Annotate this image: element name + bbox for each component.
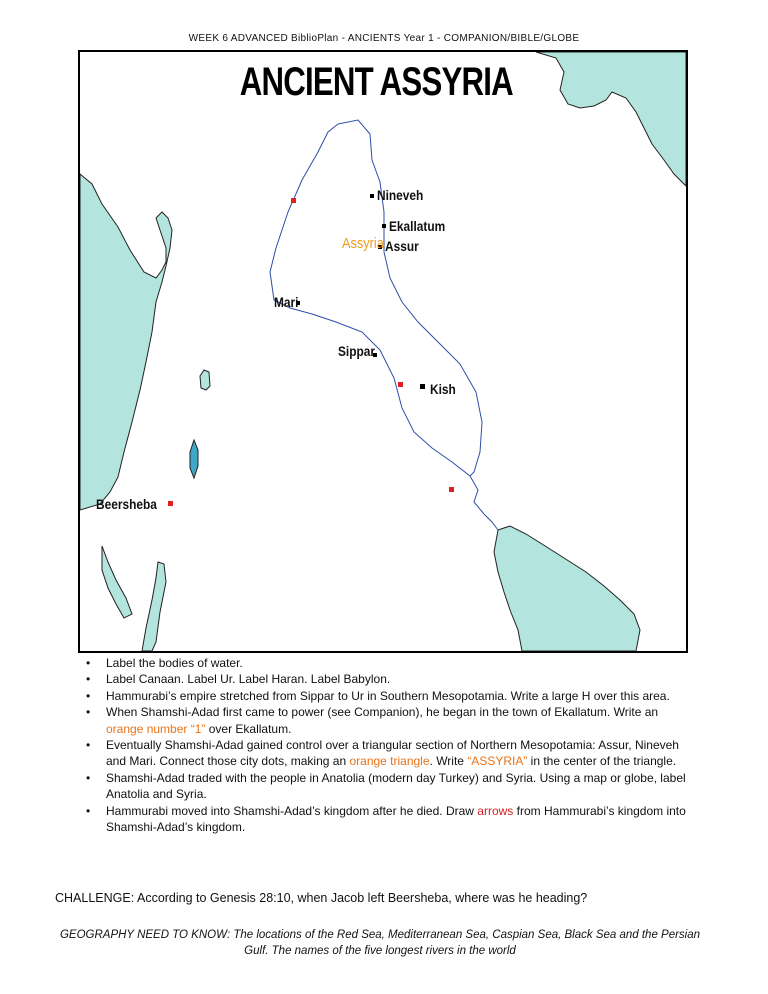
instruction-list [80,655,695,835]
instruction-text: Hammurabi moved into Shamshi-Adad’s kingdom after he died. Draw [106,803,478,818]
instruction-text: orange triangle [349,754,430,769]
instruction-item [80,803,695,836]
city-label-sippar: Sippar [338,343,376,359]
instruction-text: . Write [429,754,468,769]
instruction-text: Hammurabi’s empire stretched from Sippar to Ur in Southern Mesopotamia. Write a large H over this area. [106,688,670,703]
instruction-text: over Ekallatum. [205,721,292,736]
challenge-question: CHALLENGE: According to Genesis 28:10, when Jacob left Beersheba, where was he heading? [55,891,588,905]
instruction-text: in the center of the triangle. [527,754,677,769]
map-frame [78,50,688,653]
city-label-mari: Mari [274,294,299,310]
red-dot-ur [449,487,454,492]
region-label-assyria: Assyria [342,235,384,252]
instruction-text: from Hammurabi’s kingdom into Shamshi-Adad’s kingdom. [106,803,686,835]
nineveh-dot [370,194,374,198]
city-label-kish: Kish [430,381,456,397]
geography-need-to-know [55,927,705,959]
mediterranean-sea [80,174,172,510]
jordan-lake [190,440,198,478]
instruction-item [80,704,695,737]
city-label-ekallatum: Ekallatum [389,218,446,234]
instruction-item [80,770,695,803]
geography-line-1: GEOGRAPHY NEED TO KNOW: The locations of the Red Sea, Mediterranean Sea, Caspian Sea, Black Sea and the Persian [59,929,701,941]
page-header: WEEK 6 ADVANCED BiblioPlan - ANCIENTS Year 1 - COMPANION/BIBLE/GLOBE [188,33,580,44]
instruction-text: Eventually Shamshi-Adad gained control over a triangular section of Northern Mesopotamia: Assur, Nineveh and Mari. Connect those city dots, making an [106,738,679,769]
red-dot-haran [291,198,296,203]
persian-gulf [494,526,640,651]
red-sea-gulf-aqaba [142,562,166,651]
instruction-text: When Shamshi-Adad first came to power (see Companion), he began in the town of Ekallatum. Write an [106,705,659,720]
geography-line-2: Gulf. The names of the five longest rivers in the world [244,945,516,957]
city-label-beersheba: Beersheba [96,496,157,512]
instruction-text: Label Canaan. Label Ur. Label Haran. Label Babylon. [106,672,391,687]
city-label-nineveh: Nineveh [377,187,424,203]
euphrates-river [270,124,498,530]
red-dot-beersheba [168,501,173,506]
instruction-text: “ASSYRIA” [467,754,528,769]
instruction-text: arrows [477,803,514,818]
red-dot-babylon [398,382,403,387]
map-title: ANCIENT ASSYRIA [239,60,513,104]
map-svg [80,52,686,651]
instruction-text: Label the bodies of water. [106,656,243,670]
instruction-text: “1” [190,721,206,736]
instruction-text: orange number [106,721,191,736]
city-label-assur: Assur [385,238,419,254]
ekallatum-dot [382,224,386,228]
kish-dot [420,384,425,389]
instruction-text: Shamshi-Adad traded with the people in Anatolia (modern day Turkey) and Syria. Using a map or globe, label Anatolia and Syria. [106,770,686,802]
instruction-item [80,671,695,687]
dead-sea [200,370,210,390]
tigris-river [338,120,482,476]
red-sea-gulf-suez [102,546,132,618]
instruction-item [80,655,695,671]
instruction-item [80,737,695,770]
instruction-item [80,688,695,704]
